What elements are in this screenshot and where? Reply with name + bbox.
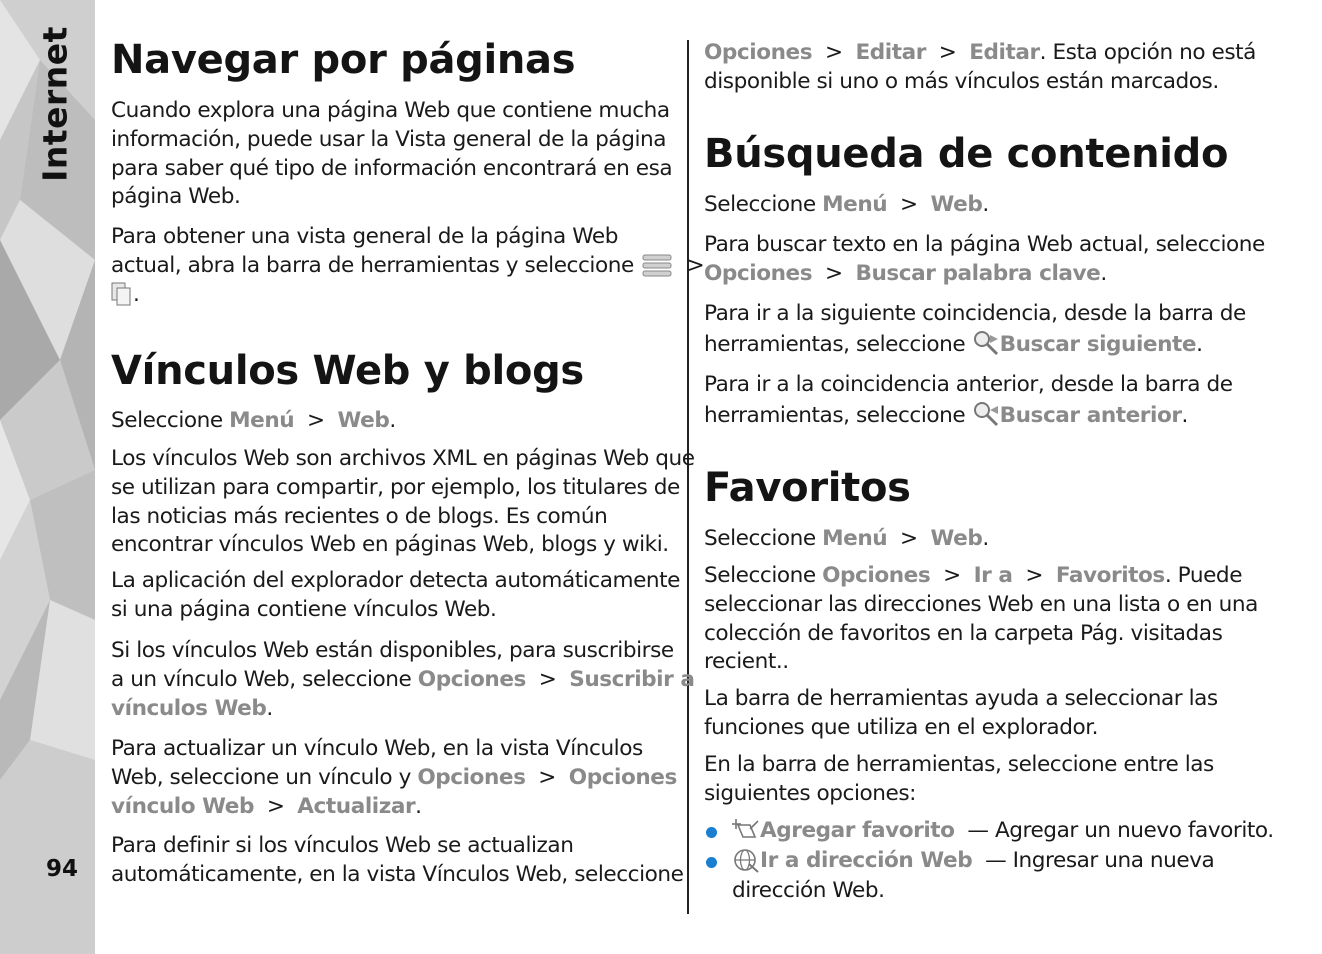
- text-line: las noticias más recientes o de blogs. Es común: [111, 503, 608, 529]
- text-line: si una página contiene vínculos Web.: [111, 596, 497, 622]
- menu-path-web: Web: [337, 408, 390, 433]
- text-span: .: [415, 793, 422, 819]
- text-line: automáticamente, en la vista Vínculos Web, seleccione: [111, 861, 684, 887]
- bullet: [706, 827, 717, 838]
- favoritos-paragraph-2: [704, 562, 1258, 677]
- text-span: — Ingresar una nueva: [978, 848, 1215, 873]
- text-line: Cuando explora una página Web que contiene mucha: [111, 98, 670, 123]
- text-span: .: [982, 192, 989, 217]
- page-overview-icon: [111, 281, 133, 307]
- text-line: [704, 39, 1256, 68]
- text-line: [111, 407, 396, 436]
- text-line: Si los vínculos Web están disponibles, para suscribirse: [111, 638, 674, 663]
- text-line: [704, 329, 1246, 360]
- vinculos-select-path: [111, 407, 396, 436]
- text-line: Para definir si los vínculos Web se actualizan: [111, 833, 574, 858]
- menu-path-opciones: Opciones: [417, 666, 526, 692]
- text-span: Seleccione: [704, 192, 823, 217]
- toolbar-options-list: [704, 816, 1274, 906]
- text-line: En la barra de herramientas, seleccione entre las: [704, 752, 1214, 777]
- sidebar: [0, 0, 95, 954]
- menu-path-menu: Menú: [229, 408, 295, 433]
- menu-path-editar-2: Editar: [969, 40, 1040, 65]
- vinculos-paragraph-1: [111, 445, 695, 560]
- menu-separator: >: [943, 563, 961, 588]
- page-number: 94: [46, 856, 79, 882]
- heading-vinculos: Vínculos Web y blogs: [111, 348, 584, 394]
- menu-separator: >: [900, 192, 918, 217]
- favoritos-paragraph-3: [704, 685, 1218, 743]
- menu-path-agregar-favorito: Agregar favorito: [760, 818, 955, 843]
- text-line: dirección Web.: [732, 878, 885, 903]
- text-line: seleccionar las direcciones Web en una lista o en una: [704, 591, 1258, 617]
- menu-path-favoritos: Favoritos: [1055, 563, 1165, 588]
- navegar-paragraph-1: [111, 97, 672, 212]
- menu-path-suscribir: Suscribir a: [569, 666, 695, 692]
- text-line: [111, 793, 677, 822]
- menu-separator: >: [266, 793, 285, 819]
- text-span: .: [266, 695, 273, 721]
- menu-path-menu: Menú: [822, 526, 888, 551]
- text-line: Para obtener una vista general de la página Web: [111, 224, 618, 249]
- text-line: colección de favoritos en la carpeta Pág. visitadas: [704, 620, 1223, 646]
- text-line: Para actualizar un vínculo Web, en la vista Vínculos: [111, 736, 643, 761]
- text-span: herramientas, seleccione: [704, 402, 972, 428]
- vinculos-paragraph-5: [111, 832, 684, 890]
- text-span: .: [1196, 331, 1203, 357]
- menu-path-buscar-palabra: Buscar palabra clave: [855, 260, 1101, 286]
- menu-path-opciones: Opciones: [704, 40, 813, 65]
- text-line: La barra de herramientas ayuda a seleccionar las: [704, 686, 1218, 711]
- text-line: [111, 666, 695, 695]
- text-line: [704, 191, 989, 220]
- menu-path-ir-a: Ir a: [973, 563, 1013, 588]
- text-span: .: [982, 526, 989, 551]
- text-line: encontrar vínculos Web en páginas Web, blogs y wiki.: [111, 532, 669, 558]
- text-span: .: [1100, 260, 1107, 286]
- text-line: se utilizan para compartir, por ejemplo, los titulares de: [111, 474, 680, 500]
- text-span: .: [133, 281, 140, 307]
- heading-busqueda: Búsqueda de contenido: [704, 131, 1229, 177]
- text-span: Seleccione: [111, 408, 230, 433]
- text-line: [704, 562, 1258, 591]
- text-line: para saber qué tipo de información encontrará en esa: [111, 155, 673, 181]
- menu-separator: >: [938, 40, 957, 65]
- vinculos-paragraph-3: [111, 637, 695, 723]
- add-bookmark-icon: [732, 817, 760, 843]
- menu-path-opciones: Opciones: [417, 764, 526, 790]
- menu-path-web: Web: [930, 192, 983, 217]
- menu-path-opciones: Opciones: [822, 563, 931, 588]
- menu-path-buscar-siguiente: Buscar siguiente: [999, 331, 1197, 357]
- text-span: actual, abra la barra de herramientas y seleccione: [111, 252, 634, 278]
- text-line: [111, 252, 704, 281]
- menu-separator: >: [824, 40, 843, 65]
- heading-navegar: Navegar por páginas: [111, 37, 576, 83]
- section-label: Internet: [35, 26, 75, 182]
- menu-separator: >: [900, 526, 918, 551]
- text-line: [704, 260, 1265, 289]
- text-span: .: [389, 408, 396, 433]
- menu-separator: >: [538, 764, 556, 790]
- find-previous-icon: [972, 400, 1000, 428]
- text-span: herramientas, seleccione: [704, 331, 972, 357]
- text-line: Para buscar texto en la página Web actual, seleccione: [704, 232, 1265, 257]
- vinculos-paragraph-4: [111, 735, 677, 821]
- menu-path-buscar-anterior: Buscar anterior: [999, 402, 1182, 428]
- menu-path-opciones-vinculo-cont: vínculo Web: [111, 793, 254, 819]
- text-line: disponible si uno o más vínculos están marcados.: [704, 68, 1219, 94]
- menu-path-web: Web: [930, 526, 983, 551]
- busqueda-paragraph-4: [704, 371, 1233, 431]
- text-span: . Esta opción no está: [1039, 40, 1256, 65]
- menu-path-opciones: Opciones: [704, 260, 813, 286]
- busqueda-paragraph-3: [704, 300, 1246, 360]
- toolbar-menu-icon: [640, 252, 674, 278]
- text-line: [111, 695, 695, 724]
- heading-favoritos: Favoritos: [704, 465, 911, 511]
- text-line: Para ir a la siguiente coincidencia, desde la barra de: [704, 301, 1246, 326]
- go-to-address-icon: [732, 847, 760, 873]
- text-line: siguientes opciones:: [704, 780, 916, 806]
- menu-path-opciones-vinculo: Opciones: [568, 764, 677, 790]
- navegar-paragraph-2: [111, 223, 704, 309]
- text-line: [704, 525, 989, 554]
- text-span: Seleccione: [704, 563, 823, 588]
- menu-path-ir-a-direccion-web: Ir a dirección Web: [760, 848, 973, 873]
- busqueda-select-path: [704, 191, 989, 220]
- continued-paragraph: [704, 39, 1256, 97]
- text-line: recient..: [704, 649, 789, 675]
- text-span: Seleccione: [704, 526, 823, 551]
- bullet: [706, 857, 717, 868]
- text-line: información, puede usar la Vista general de la página: [111, 126, 667, 152]
- favoritos-select-path: [704, 525, 989, 554]
- text-line: Para ir a la coincidencia anterior, desde la barra de: [704, 372, 1233, 397]
- menu-separator: >: [824, 260, 843, 286]
- text-span: .: [1181, 402, 1188, 428]
- list-item: [704, 816, 1274, 846]
- list-item: [704, 846, 1274, 906]
- menu-separator: >: [307, 408, 325, 433]
- menu-path-actualizar: Actualizar: [297, 793, 416, 819]
- busqueda-paragraph-2: [704, 231, 1265, 289]
- text-line: [704, 400, 1233, 431]
- text-span: a un vínculo Web, seleccione: [111, 666, 418, 692]
- menu-path-menu: Menú: [822, 192, 888, 217]
- text-line: funciones que utiliza en el explorador.: [704, 714, 1099, 740]
- menu-separator: >: [686, 252, 705, 278]
- menu-separator: >: [538, 666, 557, 692]
- favoritos-paragraph-4: [704, 751, 1214, 809]
- vinculos-paragraph-2: [111, 567, 680, 625]
- text-line: [111, 281, 704, 310]
- text-line: [111, 764, 677, 793]
- text-line: La aplicación del explorador detecta automáticamente: [111, 568, 681, 593]
- text-line: Los vínculos Web son archivos XML en páginas Web que: [111, 446, 695, 471]
- text-line: página Web.: [111, 184, 241, 210]
- text-span: . Puede: [1164, 563, 1243, 588]
- menu-path-editar: Editar: [855, 40, 926, 65]
- text-span: — Agregar un nuevo favorito.: [960, 818, 1274, 843]
- menu-separator: >: [1025, 563, 1044, 588]
- text-span: Web, seleccione un vínculo y: [111, 764, 418, 790]
- menu-path-suscribir-cont: vínculos Web: [111, 695, 267, 721]
- find-next-icon: [972, 329, 1000, 357]
